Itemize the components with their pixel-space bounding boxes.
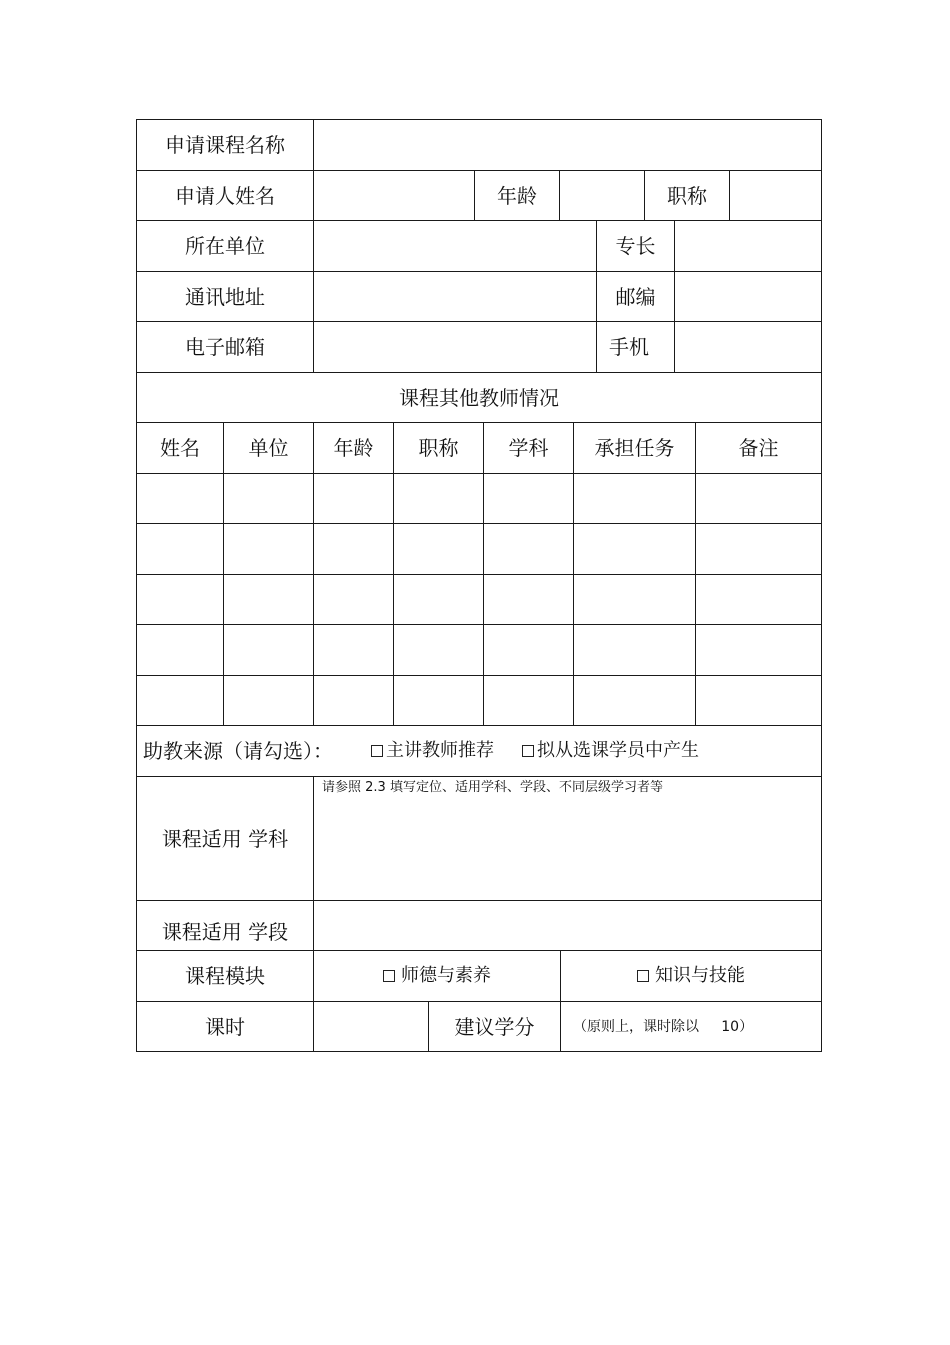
teacher-unit-cell[interactable] [223,574,313,624]
workplace-field[interactable] [313,220,596,271]
teacher-unit-cell[interactable] [223,624,313,675]
row-subject [136,776,822,900]
teacher-title-cell[interactable] [393,624,483,675]
specialty-field[interactable] [674,220,822,271]
teacher-age-cell[interactable] [313,473,393,523]
applicant-name-label: 申请人姓名 [136,170,313,220]
specialty-label: 专长 [596,220,674,271]
assistant-source-label: 助教来源（请勾选）： [143,739,333,763]
teacher-name-cell[interactable] [136,574,223,624]
teacher-subject-cell[interactable] [483,523,573,574]
module-label: 课程模块 [136,950,313,1001]
credit-field[interactable]: （原则上，课时除以 10） [560,1001,822,1052]
teacher-name-cell[interactable] [136,624,223,675]
row-email [136,321,822,372]
teacher-title-cell[interactable] [393,675,483,725]
teacher-title-cell[interactable] [393,473,483,523]
table-row [136,624,822,675]
teachers-col-unit: 单位 [223,422,313,473]
teachers-col-title: 职称 [393,422,483,473]
teachers-section-title: 课程其他教师情况 [136,372,822,422]
teacher-subject-cell[interactable] [483,574,573,624]
teacher-remark-cell[interactable] [695,574,822,624]
title-label: 职称 [644,170,729,220]
teacher-task-cell[interactable] [573,523,695,574]
row-course-name [136,119,822,170]
teacher-title-cell[interactable] [393,523,483,574]
teachers-col-name: 姓名 [136,422,223,473]
teacher-unit-cell[interactable] [223,473,313,523]
postcode-label: 邮编 [596,271,674,321]
row-address [136,271,822,321]
teachers-col-task: 承担任务 [573,422,695,473]
teacher-task-cell[interactable] [573,675,695,725]
row-teachers-title [136,372,822,422]
teacher-age-cell[interactable] [313,574,393,624]
checkbox-icon[interactable] [522,745,534,757]
teacher-name-cell[interactable] [136,675,223,725]
course-name-label: 申请课程名称 [136,119,313,170]
module-option-ethics[interactable] [313,950,560,1001]
email-label: 电子邮箱 [136,321,313,372]
teacher-subject-cell[interactable] [483,473,573,523]
assistant-source-cell [136,725,822,776]
mobile-label: 手机 [596,321,674,372]
module-option-knowledge[interactable] [560,950,822,1001]
assistant-option-teacher-recommend-label: 主讲教师推荐 [386,740,494,761]
teacher-remark-cell[interactable] [695,624,822,675]
stage-field[interactable] [313,900,822,950]
course-name-field[interactable] [313,119,822,170]
postcode-field[interactable] [674,271,822,321]
row-assistant-source [136,725,822,776]
teacher-task-cell[interactable] [573,473,695,523]
module-option-ethics-label: 师德与素养 [401,965,491,986]
teachers-col-subject: 学科 [483,422,573,473]
teacher-age-cell[interactable] [313,523,393,574]
email-field[interactable] [313,321,596,372]
mobile-field[interactable] [674,321,822,372]
row-hours [136,1001,822,1052]
assistant-option-from-students-label: 拟从选课学员中产生 [537,740,699,761]
table-row [136,473,822,523]
teacher-remark-cell[interactable] [695,675,822,725]
teachers-col-age: 年龄 [313,422,393,473]
hours-field[interactable] [313,1001,428,1052]
teacher-age-cell[interactable] [313,624,393,675]
teacher-name-cell[interactable] [136,523,223,574]
stage-label: 课程适用 学段 [136,900,313,950]
teacher-task-cell[interactable] [573,574,695,624]
teacher-title-cell[interactable] [393,574,483,624]
teacher-name-cell[interactable] [136,473,223,523]
workplace-label: 所在单位 [136,220,313,271]
teacher-task-cell[interactable] [573,624,695,675]
teachers-header-row [136,422,822,473]
title-field[interactable] [729,170,822,220]
table-row [136,675,822,725]
teacher-remark-cell[interactable] [695,523,822,574]
row-stage [136,900,822,950]
assistant-option-teacher-recommend[interactable] [371,742,494,760]
hours-label: 课时 [136,1001,313,1052]
address-field[interactable] [313,271,596,321]
application-form-table [136,119,822,1052]
teacher-remark-cell[interactable] [695,473,822,523]
row-module [136,950,822,1001]
row-workplace [136,220,822,271]
table-row [136,523,822,574]
table-row [136,574,822,624]
subject-field[interactable]: 请参照 2.3 填写定位、适用学科、学段、不同层级学习者等 [313,776,822,900]
row-applicant [136,170,822,220]
age-label: 年龄 [474,170,559,220]
teacher-unit-cell[interactable] [223,675,313,725]
teacher-subject-cell[interactable] [483,675,573,725]
module-option-knowledge-label: 知识与技能 [655,965,745,986]
checkbox-icon[interactable] [383,970,395,982]
checkbox-icon[interactable] [637,970,649,982]
age-field[interactable] [559,170,644,220]
address-label: 通讯地址 [136,271,313,321]
assistant-option-from-students[interactable] [522,742,699,760]
checkbox-icon[interactable] [371,745,383,757]
teacher-unit-cell[interactable] [223,523,313,574]
applicant-name-field[interactable] [313,170,474,220]
teacher-age-cell[interactable] [313,675,393,725]
teacher-subject-cell[interactable] [483,624,573,675]
teachers-col-remark: 备注 [695,422,822,473]
subject-label: 课程适用 学科 [136,776,313,900]
credit-label: 建议学分 [428,1001,560,1052]
